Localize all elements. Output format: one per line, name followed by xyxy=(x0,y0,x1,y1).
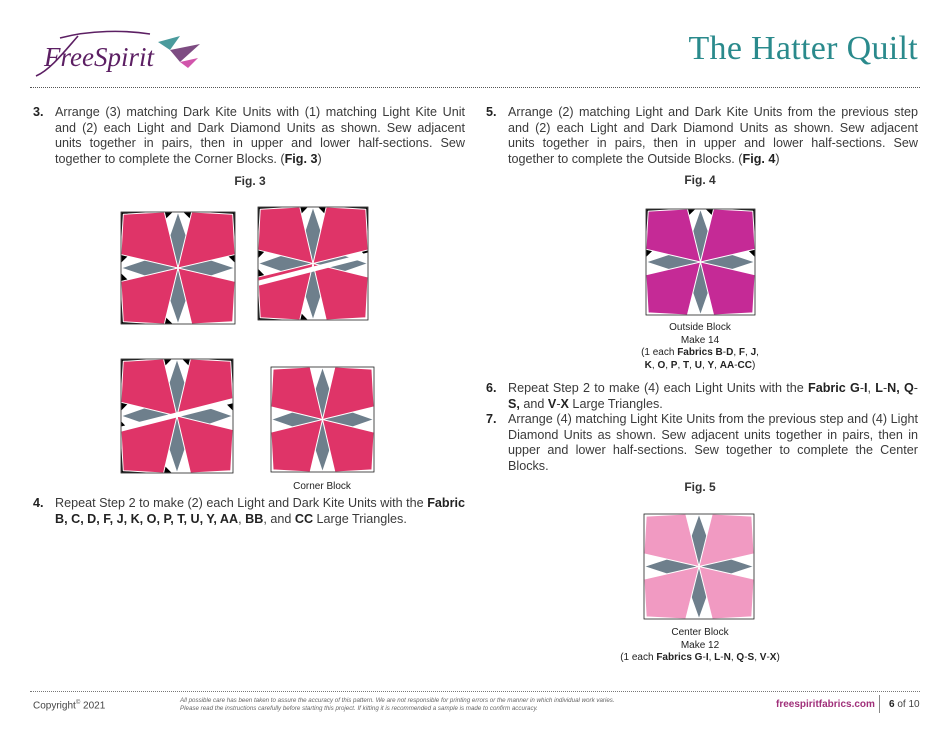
text-run: , xyxy=(665,359,671,371)
text-run: ) xyxy=(775,151,780,166)
text-run: Make 14 xyxy=(680,334,720,346)
footer-separator xyxy=(879,695,880,713)
step-text xyxy=(33,496,465,527)
text-run: O xyxy=(657,359,666,371)
text-run: (1 each xyxy=(620,652,657,663)
outside-block-caption xyxy=(610,322,790,372)
text-run: - xyxy=(556,396,561,411)
kite xyxy=(646,262,701,315)
kite xyxy=(271,367,323,420)
step-3 xyxy=(33,105,465,167)
text-run: and xyxy=(519,396,548,411)
center-block xyxy=(640,510,758,623)
step-text xyxy=(486,412,918,474)
step-6 xyxy=(486,381,918,412)
text-run: V xyxy=(547,396,557,411)
text-run: Arrange (4) matching Light Kite Units from the previous step and (4) Light Diamond Units as shown. Sew adjacent units together in pairs, then in upper and lower half-sections. Sew together to complete the Center Blocks. xyxy=(508,412,918,473)
text-run: - xyxy=(859,381,865,395)
text-run: , xyxy=(754,652,760,663)
text-run: N, xyxy=(887,381,900,395)
caption-line xyxy=(610,360,790,373)
corner-block-4 xyxy=(267,363,378,476)
outside-block xyxy=(642,205,759,319)
kite xyxy=(121,359,177,416)
text-run: ) xyxy=(317,151,322,166)
text-run: , xyxy=(689,359,695,371)
text-run: Q xyxy=(904,381,914,395)
kite xyxy=(699,514,754,567)
copyright-label: Copyright xyxy=(33,700,76,712)
step-text xyxy=(486,381,918,412)
step-number: 3. xyxy=(33,105,44,119)
text-run: Y xyxy=(707,359,715,371)
text-run: Large Triangles. xyxy=(313,511,407,526)
caption-line xyxy=(610,335,790,348)
text-run: , xyxy=(651,359,658,371)
text-run: CC xyxy=(294,511,314,526)
fig-4-label: Fig. 4 xyxy=(684,173,716,187)
kite xyxy=(646,209,701,262)
kite xyxy=(701,209,756,262)
text-run: - xyxy=(744,652,748,663)
text-run: Make 12 xyxy=(680,639,720,651)
page-title: The Hatter Quilt xyxy=(688,30,918,67)
text-run: N xyxy=(723,652,731,663)
disclaimer xyxy=(180,697,740,713)
website-link[interactable]: freespiritfabrics.com xyxy=(776,699,875,710)
text-run: J xyxy=(750,347,757,358)
step-4 xyxy=(33,496,465,527)
step-text xyxy=(33,105,465,167)
text-run: Arrange (2) matching Light and Dark Kite Units from the previous step and (2) each Light and Dark Diamond Units as shown. Sew adjacent units together in pairs, then in upper and lower half-sections. Sew together to complete the Outside Blocks. ( xyxy=(508,105,918,166)
text-run: , xyxy=(677,359,684,371)
text-run: , xyxy=(238,511,246,526)
text-run: - xyxy=(882,381,888,395)
corner-block-2 xyxy=(254,203,372,324)
text-run: Fabrics B xyxy=(677,347,723,358)
kite xyxy=(701,262,756,315)
text-run: K xyxy=(644,359,652,371)
text-run: S xyxy=(747,652,755,663)
page-total: 10 xyxy=(908,699,920,710)
text-run: (1 each xyxy=(641,347,678,358)
kite xyxy=(178,268,235,324)
text-run: , xyxy=(745,347,751,358)
text-run: X xyxy=(769,652,777,663)
step-7 xyxy=(486,412,918,474)
text-run: T xyxy=(683,359,690,371)
corner-block-1 xyxy=(117,208,239,328)
text-run: AA xyxy=(719,359,735,371)
kite xyxy=(258,207,313,264)
text-run: L xyxy=(875,381,883,395)
text-run: U xyxy=(694,359,702,371)
kite xyxy=(178,212,235,268)
text-run: Fig. 4 xyxy=(742,151,776,166)
copyright-mark: © xyxy=(75,700,81,706)
kite xyxy=(177,416,233,473)
text-run: Fabric G xyxy=(808,381,860,395)
caption-line xyxy=(610,347,790,360)
caption-line xyxy=(600,627,800,640)
kite xyxy=(323,367,375,420)
footer-divider xyxy=(30,691,920,692)
page-number xyxy=(889,699,920,710)
step-number: 5. xyxy=(486,105,497,119)
page-current: 6 xyxy=(889,699,895,710)
text-run: F xyxy=(738,347,746,358)
step-text xyxy=(486,105,918,167)
text-run: - xyxy=(702,652,706,663)
kite xyxy=(699,567,754,620)
text-run: Repeat Step 2 to make (2) each Light and Dark Kite Units with the xyxy=(55,496,428,510)
text-run: Fabrics G xyxy=(656,652,703,663)
text-run: Fig. 3 xyxy=(284,151,318,166)
kite xyxy=(121,268,178,324)
text-run: CC xyxy=(737,359,752,371)
kite xyxy=(271,420,323,473)
logo-wordmark: FreeSpirit xyxy=(44,42,154,72)
text-run: - xyxy=(766,652,770,663)
text-run: , xyxy=(714,359,720,371)
text-run: X xyxy=(560,396,569,411)
caption-line xyxy=(600,652,800,665)
text-run: - xyxy=(722,347,727,358)
text-run: , xyxy=(867,381,876,395)
kite xyxy=(323,420,375,473)
text-run: Repeat Step 2 to make (4) each Light Units with the xyxy=(508,381,808,395)
header-divider xyxy=(30,87,920,88)
text-run: - xyxy=(734,359,738,371)
disclaimer-line-1: All possible care has been taken to assure the accuracy of this pattern. We are not responsible for printing errors or the manner in which individual work varies. xyxy=(180,697,615,704)
fig-3-label: Fig. 3 xyxy=(234,174,266,188)
text-run: , and xyxy=(263,511,295,526)
text-run: ) xyxy=(751,359,756,371)
text-run: , xyxy=(708,652,715,663)
caption-line xyxy=(600,640,800,653)
text-run: ) xyxy=(776,652,780,663)
text-run: V xyxy=(759,652,767,663)
freespirit-logo xyxy=(30,22,210,84)
text-run: , xyxy=(730,652,737,663)
kite xyxy=(313,264,368,321)
text-run: , xyxy=(756,347,759,358)
text-run: , xyxy=(733,347,739,358)
text-run: Arrange (3) matching Dark Kite Units with (1) matching Light Kite Unit and (2) each Light and Dark Diamond Units as shown. Sew adjacent units together in pairs, then in upper and lower half-sections. Sew together to complete the Corner Blocks. ( xyxy=(55,105,465,166)
text-run: D xyxy=(726,347,734,358)
kite xyxy=(644,514,699,567)
copyright-year: 2021 xyxy=(80,700,106,712)
fig-5-label: Fig. 5 xyxy=(684,480,716,494)
kite xyxy=(121,212,178,268)
text-run: BB xyxy=(245,511,264,526)
text-run: - xyxy=(720,652,724,663)
text-run: Q xyxy=(736,652,745,663)
text-run: S, xyxy=(508,396,520,411)
corner-block-3 xyxy=(117,355,237,477)
text-run: - xyxy=(913,381,918,395)
caption-line xyxy=(610,322,790,335)
text-run: Center Block xyxy=(671,627,729,638)
text-run: Large Triangles. xyxy=(568,396,663,411)
page-sep: of xyxy=(894,699,909,710)
kite xyxy=(644,567,699,620)
corner-block-caption: Corner Block xyxy=(293,481,351,492)
text-run: P xyxy=(670,359,678,371)
step-number: 6. xyxy=(486,381,497,395)
step-number: 4. xyxy=(33,496,44,510)
text-run: , xyxy=(701,359,708,371)
text-run: I xyxy=(705,652,709,663)
center-block-caption xyxy=(600,627,800,665)
step-5 xyxy=(486,105,918,167)
text-run: I xyxy=(864,381,868,395)
text-run: L xyxy=(714,652,721,663)
text-run: Fabric B, C, D, F, J, K, O, P, T, U, Y, AA xyxy=(55,496,465,526)
text-run: Outside Block xyxy=(669,322,731,333)
copyright xyxy=(33,700,105,711)
step-number: 7. xyxy=(486,412,497,426)
disclaimer-line-2: Please read the instructions carefully before starting this project. If kitting it is recommended a sample is made to confirm accuracy. xyxy=(180,705,538,712)
